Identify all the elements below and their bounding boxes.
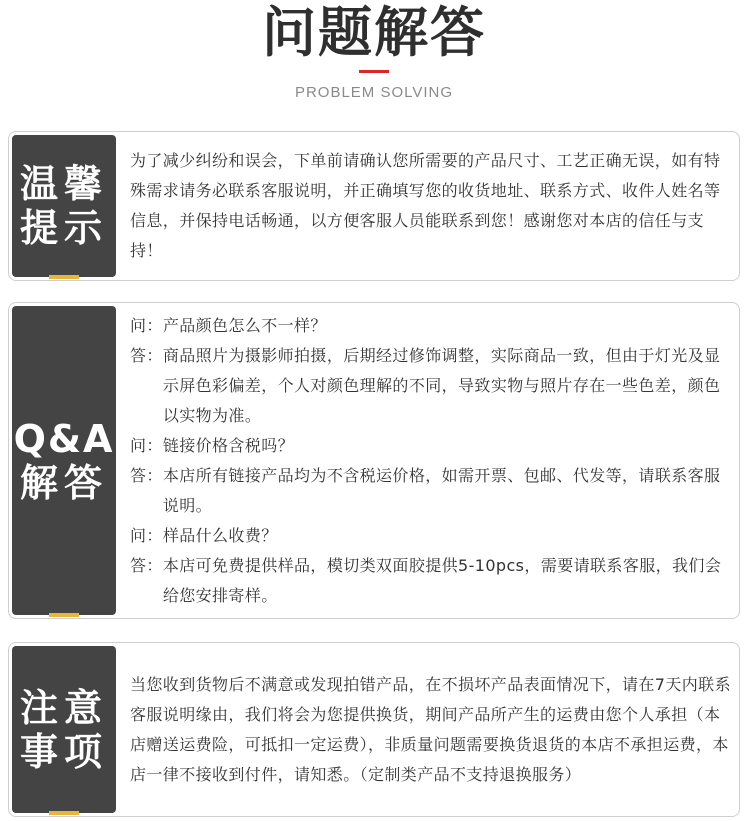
notice-body [130,132,731,280]
attention-tag-bar [49,811,79,815]
qa-item [130,551,731,611]
question-prefix: 问： [130,525,163,545]
answer-text: 本店所有链接产品均为不含税运价格，如需开票、包邮、代发等，请联系客服说明。 [162,465,721,515]
question-prefix: 问： [130,435,163,455]
qa-item [130,341,731,431]
question-text: 样品什么收费？ [162,525,278,545]
qa-item [130,431,731,461]
qa-item [130,521,731,551]
title-accent-line [359,70,389,73]
answer-prefix: 答： [130,345,163,365]
question-text: 链接价格含税吗？ [162,435,295,455]
notice-tag-bar [49,275,79,279]
qa-card [8,302,740,619]
notice-tag [12,135,116,277]
notice-tag-line2: 提示 [19,206,108,250]
answer-prefix: 答： [130,465,163,485]
attention-body [130,643,731,816]
page-title: 问题解答 [262,1,486,64]
answer-text: 本店可免费提供样品，模切类双面胶提供5-10pcs，需要请联系客服，我们会给您安排寄样。 [162,555,722,605]
question-prefix: 问： [130,315,163,335]
qa-tag-line2: 解答 [19,460,108,505]
qa-body [130,303,731,618]
attention-text: 当您收到货物后不满意或发现拍错产品，在不损坏产品表面情况下，请在7天内联系客服说明缘由，我们将会为您提供换货，期间产品所产生的运费由您个人承担（本店赠送运费险，可抵扣一定运费），非质量问题需要换货退货的本店不承担运费，本店一律不接收到付件，请知悉。（定制类产品不支持退换服务） [130,674,731,784]
page-subtitle: PROBLEM SOLVING [294,84,454,101]
notice-tag-line1: 温馨 [19,162,108,206]
attention-tag [12,646,116,813]
qa-item [130,461,731,521]
qa-item [130,311,731,341]
qa-tag-bar [49,613,79,617]
question-text: 产品颜色怎么不一样？ [162,315,327,335]
notice-card [8,131,740,281]
answer-text: 商品照片为摄影师拍摄，后期经过修饰调整，实际商品一致，但由于灯光及显示屏色彩偏差，个人对颜色理解的不同，导致实物与照片存在一些色差，颜色以实物为准。 [162,345,721,425]
qa-tag-line1: Q&A [13,416,115,461]
attention-card [8,642,740,817]
notice-text: 为了减少纠纷和误会，下单前请确认您所需要的产品尺寸、工艺正确无误，如有特殊需求请务必联系客服说明，并正确填写您的收货地址、联系方式、收件人姓名等信息，并保持电话畅通，以方便客服人员能联系到您！感谢您对本店的信任与支持！ [130,151,721,260]
attention-tag-line1: 注意 [19,685,108,730]
attention-tag-line2: 事项 [19,729,108,774]
qa-tag [12,306,116,615]
answer-prefix: 答： [130,555,163,575]
